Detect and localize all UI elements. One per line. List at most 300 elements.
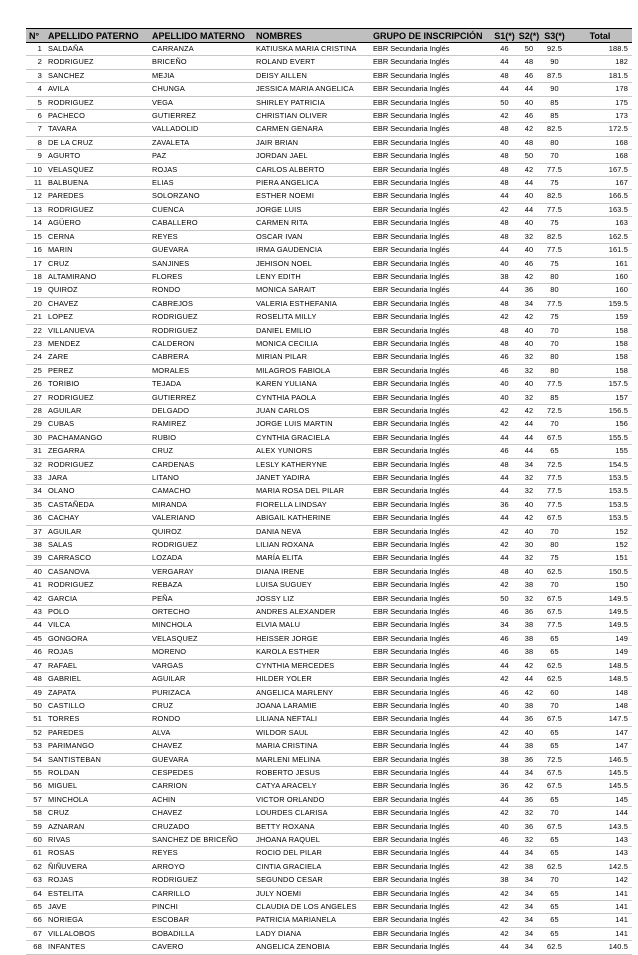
cell-s2: 32 <box>517 364 541 377</box>
cell-apellido-materno: RAMIREZ <box>150 418 254 431</box>
cell-nombres: KAREN YULIANA <box>254 378 371 391</box>
cell-number: 35 <box>26 498 46 511</box>
cell-s3: 72.5 <box>541 753 568 766</box>
cell-s3: 77.5 <box>541 619 568 632</box>
cell-total: 181.5 <box>568 69 632 82</box>
cell-s3: 65 <box>541 901 568 914</box>
cell-s3: 77.5 <box>541 378 568 391</box>
cell-apellido-paterno: PAREDES <box>46 190 150 203</box>
cell-s3: 87.5 <box>541 69 568 82</box>
cell-s1: 48 <box>492 297 517 310</box>
table-row <box>26 418 632 431</box>
cell-s3: 85 <box>541 96 568 109</box>
cell-number: 16 <box>26 244 46 257</box>
cell-s3: 65 <box>541 927 568 940</box>
cell-s1: 42 <box>492 860 517 873</box>
cell-grupo-inscripcion: EBR Secundaria Inglés <box>371 217 492 230</box>
cell-total: 146.5 <box>568 753 632 766</box>
cell-s2: 32 <box>517 592 541 605</box>
cell-total: 158 <box>568 351 632 364</box>
cell-total: 149 <box>568 632 632 645</box>
cell-s3: 90 <box>541 83 568 96</box>
cell-nombres: JORGE LUIS <box>254 203 371 216</box>
cell-s1: 44 <box>492 766 517 779</box>
cell-number: 36 <box>26 512 46 525</box>
cell-number: 40 <box>26 565 46 578</box>
cell-s3: 65 <box>541 887 568 900</box>
cell-total: 153.5 <box>568 498 632 511</box>
cell-s3: 80 <box>541 270 568 283</box>
cell-grupo-inscripcion: EBR Secundaria Inglés <box>371 498 492 511</box>
table-row <box>26 43 632 56</box>
cell-apellido-paterno: PARIMANGO <box>46 740 150 753</box>
header-s2: S2(*) <box>518 30 540 41</box>
cell-apellido-paterno: PACHAMANGO <box>46 431 150 444</box>
cell-s2: 34 <box>517 766 541 779</box>
cell-apellido-materno: CESPEDES <box>150 766 254 779</box>
header-nombres: NOMBRES <box>254 29 371 43</box>
cell-s3: 80 <box>541 284 568 297</box>
table-row <box>26 780 632 793</box>
table-row <box>26 378 632 391</box>
cell-apellido-paterno: SALDAÑA <box>46 43 150 56</box>
cell-s3: 62.5 <box>541 659 568 672</box>
cell-apellido-paterno: CASTAÑEDA <box>46 498 150 511</box>
cell-total: 140.5 <box>568 941 632 954</box>
cell-s3: 85 <box>541 391 568 404</box>
cell-apellido-paterno: VELASQUEZ <box>46 163 150 176</box>
cell-s2: 36 <box>517 753 541 766</box>
table-row <box>26 110 632 123</box>
table-row <box>26 606 632 619</box>
cell-grupo-inscripcion: EBR Secundaria Inglés <box>371 726 492 739</box>
cell-s3: 77.5 <box>541 203 568 216</box>
cell-apellido-materno: RUBIO <box>150 431 254 444</box>
cell-number: 15 <box>26 230 46 243</box>
cell-apellido-paterno: RODRIGUEZ <box>46 458 150 471</box>
cell-s3: 92.5 <box>541 43 568 56</box>
cell-apellido-materno: QUIROZ <box>150 525 254 538</box>
cell-total: 188.5 <box>568 43 632 56</box>
cell-apellido-materno: CHAVEZ <box>150 807 254 820</box>
cell-s3: 65 <box>541 445 568 458</box>
cell-s2: 34 <box>517 847 541 860</box>
cell-number: 58 <box>26 807 46 820</box>
cell-apellido-paterno: POLO <box>46 606 150 619</box>
cell-total: 166.5 <box>568 190 632 203</box>
cell-nombres: DANIA NEVA <box>254 525 371 538</box>
cell-s3: 80 <box>541 364 568 377</box>
cell-grupo-inscripcion: EBR Secundaria Inglés <box>371 96 492 109</box>
cell-apellido-materno: GUEVARA <box>150 753 254 766</box>
cell-s2: 42 <box>517 512 541 525</box>
cell-s2: 40 <box>517 498 541 511</box>
cell-apellido-materno: ZAVALETA <box>150 136 254 149</box>
cell-apellido-paterno: CRUZ <box>46 257 150 270</box>
cell-apellido-paterno: ESTELITA <box>46 887 150 900</box>
cell-apellido-materno: DELGADO <box>150 404 254 417</box>
cell-apellido-materno: SANCHEZ DE BRICEÑO <box>150 833 254 846</box>
cell-number: 57 <box>26 793 46 806</box>
cell-apellido-paterno: SANTISTEBAN <box>46 753 150 766</box>
cell-total: 158 <box>568 324 632 337</box>
cell-nombres: FIORELLA LINDSAY <box>254 498 371 511</box>
cell-apellido-paterno: VILLANUEVA <box>46 324 150 337</box>
cell-total: 148 <box>568 699 632 712</box>
cell-nombres: CINTIA GRACIELA <box>254 860 371 873</box>
cell-s1: 42 <box>492 579 517 592</box>
cell-number: 59 <box>26 820 46 833</box>
cell-s3: 82.5 <box>541 123 568 136</box>
cell-apellido-paterno: MARIN <box>46 244 150 257</box>
cell-s1: 42 <box>492 726 517 739</box>
cell-s2: 44 <box>517 83 541 96</box>
cell-s2: 44 <box>517 418 541 431</box>
cell-apellido-materno: REYES <box>150 230 254 243</box>
table-row <box>26 123 632 136</box>
cell-number: 8 <box>26 136 46 149</box>
cell-s2: 38 <box>517 740 541 753</box>
table-row <box>26 686 632 699</box>
cell-number: 18 <box>26 270 46 283</box>
cell-grupo-inscripcion: EBR Secundaria Inglés <box>371 619 492 632</box>
cell-nombres: JEHISON NOEL <box>254 257 371 270</box>
cell-s1: 44 <box>492 512 517 525</box>
cell-s1: 44 <box>492 713 517 726</box>
table-row <box>26 726 632 739</box>
cell-grupo-inscripcion: EBR Secundaria Inglés <box>371 860 492 873</box>
cell-number: 28 <box>26 404 46 417</box>
cell-s3: 65 <box>541 833 568 846</box>
cell-s2: 32 <box>517 552 541 565</box>
cell-s1: 48 <box>492 163 517 176</box>
cell-grupo-inscripcion: EBR Secundaria Inglés <box>371 606 492 619</box>
cell-nombres: LOURDES CLARISA <box>254 807 371 820</box>
cell-apellido-paterno: RODRIGUEZ <box>46 579 150 592</box>
table-row <box>26 458 632 471</box>
results-sheet <box>26 28 632 955</box>
cell-s1: 42 <box>492 887 517 900</box>
cell-total: 159.5 <box>568 297 632 310</box>
cell-total: 141 <box>568 901 632 914</box>
cell-s2: 46 <box>517 257 541 270</box>
cell-apellido-paterno: TORIBIO <box>46 378 150 391</box>
cell-s3: 70 <box>541 337 568 350</box>
cell-apellido-paterno: CASTILLO <box>46 699 150 712</box>
cell-nombres: MIRIAN PILAR <box>254 351 371 364</box>
cell-s1: 42 <box>492 901 517 914</box>
cell-grupo-inscripcion: EBR Secundaria Inglés <box>371 110 492 123</box>
cell-s1: 42 <box>492 673 517 686</box>
cell-grupo-inscripcion: EBR Secundaria Inglés <box>371 83 492 96</box>
table-row <box>26 136 632 149</box>
cell-s3: 65 <box>541 632 568 645</box>
cell-grupo-inscripcion: EBR Secundaria Inglés <box>371 927 492 940</box>
cell-s1: 44 <box>492 485 517 498</box>
cell-total: 141 <box>568 914 632 927</box>
cell-apellido-paterno: CACHAY <box>46 512 150 525</box>
cell-nombres: LILIANA NEFTALI <box>254 713 371 726</box>
cell-number: 68 <box>26 941 46 954</box>
cell-number: 53 <box>26 740 46 753</box>
cell-s3: 62.5 <box>541 941 568 954</box>
cell-s3: 65 <box>541 726 568 739</box>
cell-number: 20 <box>26 297 46 310</box>
table-row <box>26 83 632 96</box>
cell-nombres: ESTHER NOEMI <box>254 190 371 203</box>
cell-number: 47 <box>26 659 46 672</box>
cell-number: 60 <box>26 833 46 846</box>
cell-total: 172.5 <box>568 123 632 136</box>
table-row <box>26 297 632 310</box>
cell-number: 31 <box>26 445 46 458</box>
cell-apellido-materno: ESCOBAR <box>150 914 254 927</box>
header-number: N° <box>26 29 46 43</box>
cell-grupo-inscripcion: EBR Secundaria Inglés <box>371 123 492 136</box>
cell-s1: 42 <box>492 914 517 927</box>
cell-grupo-inscripcion: EBR Secundaria Inglés <box>371 820 492 833</box>
cell-number: 61 <box>26 847 46 860</box>
cell-grupo-inscripcion: EBR Secundaria Inglés <box>371 472 492 485</box>
cell-total: 157.5 <box>568 378 632 391</box>
cell-nombres: JOSSY LIZ <box>254 592 371 605</box>
cell-s2: 36 <box>517 713 541 726</box>
cell-s1: 48 <box>492 150 517 163</box>
cell-total: 159 <box>568 311 632 324</box>
cell-s1: 48 <box>492 458 517 471</box>
cell-apellido-paterno: ROJAS <box>46 874 150 887</box>
cell-nombres: LUISA SUGUEY <box>254 579 371 592</box>
cell-apellido-paterno: RODRIGUEZ <box>46 56 150 69</box>
header-grupo-inscripcion: GRUPO DE INSCRIPCIÓN <box>371 29 492 43</box>
cell-s3: 67.5 <box>541 780 568 793</box>
cell-s1: 44 <box>492 431 517 444</box>
cell-s3: 75 <box>541 177 568 190</box>
cell-s3: 80 <box>541 539 568 552</box>
cell-total: 156.5 <box>568 404 632 417</box>
table-row <box>26 431 632 444</box>
cell-s2: 40 <box>517 96 541 109</box>
cell-s3: 62.5 <box>541 673 568 686</box>
header-s3: S3(*) <box>541 29 568 43</box>
cell-apellido-paterno: JARA <box>46 472 150 485</box>
cell-apellido-materno: SOLORZANO <box>150 190 254 203</box>
cell-s3: 65 <box>541 793 568 806</box>
cell-number: 44 <box>26 619 46 632</box>
table-row <box>26 579 632 592</box>
cell-s1: 46 <box>492 43 517 56</box>
table-row <box>26 565 632 578</box>
cell-grupo-inscripcion: EBR Secundaria Inglés <box>371 311 492 324</box>
cell-s3: 75 <box>541 311 568 324</box>
cell-s3: 77.5 <box>541 472 568 485</box>
cell-s1: 44 <box>492 847 517 860</box>
cell-s3: 80 <box>541 351 568 364</box>
cell-s2: 42 <box>517 686 541 699</box>
cell-apellido-paterno: CHAVEZ <box>46 297 150 310</box>
cell-s2: 36 <box>517 606 541 619</box>
cell-s3: 65 <box>541 740 568 753</box>
cell-apellido-materno: MIRANDA <box>150 498 254 511</box>
cell-nombres: SHIRLEY PATRICIA <box>254 96 371 109</box>
cell-s3: 67.5 <box>541 820 568 833</box>
cell-nombres: MARIA ROSA DEL PILAR <box>254 485 371 498</box>
cell-apellido-paterno: RODRIGUEZ <box>46 391 150 404</box>
cell-number: 29 <box>26 418 46 431</box>
cell-s2: 36 <box>517 793 541 806</box>
cell-total: 182 <box>568 56 632 69</box>
cell-apellido-paterno: PEREZ <box>46 364 150 377</box>
cell-nombres: KAROLA ESTHER <box>254 646 371 659</box>
table-row <box>26 391 632 404</box>
table-row <box>26 485 632 498</box>
cell-number: 14 <box>26 217 46 230</box>
table-row <box>26 163 632 176</box>
cell-s3: 60 <box>541 686 568 699</box>
cell-s2: 40 <box>517 324 541 337</box>
cell-s2: 42 <box>517 311 541 324</box>
cell-apellido-paterno: AGÜERO <box>46 217 150 230</box>
cell-apellido-materno: CHAVEZ <box>150 740 254 753</box>
cell-number: 43 <box>26 606 46 619</box>
table-row <box>26 525 632 538</box>
cell-number: 62 <box>26 860 46 873</box>
cell-nombres: ROCIO DEL PILAR <box>254 847 371 860</box>
table-row <box>26 740 632 753</box>
cell-s2: 44 <box>517 177 541 190</box>
cell-total: 145 <box>568 793 632 806</box>
cell-s1: 42 <box>492 525 517 538</box>
cell-s1: 40 <box>492 136 517 149</box>
cell-s1: 48 <box>492 230 517 243</box>
cell-total: 149.5 <box>568 619 632 632</box>
cell-s3: 77.5 <box>541 297 568 310</box>
table-row <box>26 230 632 243</box>
cell-nombres: ANDRES ALEXANDER <box>254 606 371 619</box>
cell-grupo-inscripcion: EBR Secundaria Inglés <box>371 766 492 779</box>
cell-apellido-materno: MORALES <box>150 364 254 377</box>
cell-number: 3 <box>26 69 46 82</box>
cell-apellido-paterno: CARRASCO <box>46 552 150 565</box>
cell-s2: 46 <box>517 69 541 82</box>
cell-s2: 42 <box>517 123 541 136</box>
cell-apellido-materno: ELIAS <box>150 177 254 190</box>
cell-s2: 34 <box>517 901 541 914</box>
table-row <box>26 646 632 659</box>
cell-s2: 40 <box>517 525 541 538</box>
cell-s1: 48 <box>492 217 517 230</box>
cell-s2: 34 <box>517 914 541 927</box>
cell-s3: 82.5 <box>541 230 568 243</box>
cell-total: 148.5 <box>568 659 632 672</box>
cell-s3: 67.5 <box>541 606 568 619</box>
cell-s3: 72.5 <box>541 458 568 471</box>
cell-s2: 44 <box>517 673 541 686</box>
cell-s2: 40 <box>517 217 541 230</box>
cell-grupo-inscripcion: EBR Secundaria Inglés <box>371 297 492 310</box>
table-row <box>26 659 632 672</box>
cell-s2: 42 <box>517 780 541 793</box>
cell-s2: 32 <box>517 391 541 404</box>
cell-nombres: LESLY KATHERYNE <box>254 458 371 471</box>
cell-apellido-materno: RODRIGUEZ <box>150 311 254 324</box>
cell-s2: 36 <box>517 820 541 833</box>
cell-apellido-materno: VALLADOLID <box>150 123 254 136</box>
cell-total: 168 <box>568 136 632 149</box>
cell-total: 173 <box>568 110 632 123</box>
cell-s3: 67.5 <box>541 592 568 605</box>
cell-s3: 77.5 <box>541 244 568 257</box>
cell-s1: 46 <box>492 646 517 659</box>
cell-apellido-materno: FLORES <box>150 270 254 283</box>
cell-nombres: DANIEL EMILIO <box>254 324 371 337</box>
header-s1: S1(*) <box>492 29 517 43</box>
cell-nombres: JORGE LUIS MARTIN <box>254 418 371 431</box>
cell-number: 37 <box>26 525 46 538</box>
cell-nombres: ANGELICA MARLENY <box>254 686 371 699</box>
cell-nombres: ROSELITA MILLY <box>254 311 371 324</box>
cell-total: 163.5 <box>568 203 632 216</box>
cell-apellido-paterno: OLANO <box>46 485 150 498</box>
cell-number: 13 <box>26 203 46 216</box>
cell-total: 149.5 <box>568 592 632 605</box>
cell-s1: 38 <box>492 270 517 283</box>
cell-nombres: KATIUSKA MARIA CRISTINA <box>254 43 371 56</box>
table-header <box>26 29 632 43</box>
cell-s3: 67.5 <box>541 713 568 726</box>
cell-s3: 70 <box>541 525 568 538</box>
table-row <box>26 887 632 900</box>
cell-apellido-paterno: SALAS <box>46 539 150 552</box>
cell-s3: 65 <box>541 847 568 860</box>
table-row <box>26 177 632 190</box>
cell-total: 160 <box>568 270 632 283</box>
cell-s1: 42 <box>492 927 517 940</box>
cell-apellido-materno: VALERIANO <box>150 512 254 525</box>
table-row <box>26 766 632 779</box>
cell-number: 30 <box>26 431 46 444</box>
cell-total: 148 <box>568 686 632 699</box>
cell-grupo-inscripcion: EBR Secundaria Inglés <box>371 324 492 337</box>
cell-apellido-materno: CARDENAS <box>150 458 254 471</box>
cell-s3: 70 <box>541 324 568 337</box>
cell-number: 17 <box>26 257 46 270</box>
cell-s3: 70 <box>541 699 568 712</box>
cell-total: 152 <box>568 525 632 538</box>
cell-apellido-materno: PURIZACA <box>150 686 254 699</box>
cell-nombres: JOANA LARAMIE <box>254 699 371 712</box>
header-total: Total <box>568 29 632 43</box>
cell-s3: 67.5 <box>541 766 568 779</box>
cell-apellido-paterno: TAVARA <box>46 123 150 136</box>
cell-nombres: MONICA SARAIT <box>254 284 371 297</box>
cell-s3: 85 <box>541 110 568 123</box>
table-row <box>26 793 632 806</box>
cell-s2: 34 <box>517 941 541 954</box>
cell-s2: 40 <box>517 726 541 739</box>
cell-grupo-inscripcion: EBR Secundaria Inglés <box>371 445 492 458</box>
cell-number: 45 <box>26 632 46 645</box>
cell-nombres: MILAGROS FABIOLA <box>254 364 371 377</box>
cell-nombres: JHOANA RAQUEL <box>254 833 371 846</box>
cell-number: 9 <box>26 150 46 163</box>
cell-s1: 48 <box>492 565 517 578</box>
cell-s1: 46 <box>492 686 517 699</box>
cell-grupo-inscripcion: EBR Secundaria Inglés <box>371 458 492 471</box>
cell-grupo-inscripcion: EBR Secundaria Inglés <box>371 177 492 190</box>
cell-s2: 30 <box>517 539 541 552</box>
cell-number: 41 <box>26 579 46 592</box>
